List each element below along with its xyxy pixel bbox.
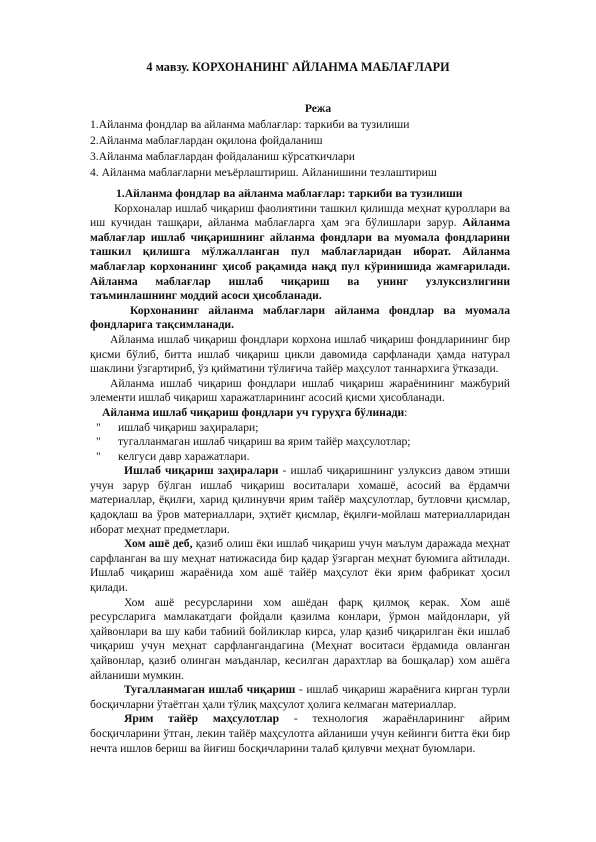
paragraph-text: - технология жараёнларининг айрим босқичларини ўтган, лекин тайёр маҳсулотга айланиши учун кейинги битта ёки бир нечта ишлов бериш ва йиғиш босқичларини талаб қилувчи меҳнат буюмлари. [90, 712, 510, 755]
paragraph-bold-text: Тугалланмаган ишлаб чиқариш [124, 683, 296, 697]
plan-item: 3.Айланма маблағлардан фойдаланиш кўрсаткичлари [90, 150, 355, 163]
list-mark: " [96, 449, 101, 463]
paragraph [90, 712, 510, 756]
document-body [90, 187, 510, 756]
paragraph [90, 202, 510, 304]
list-mark: " [96, 420, 101, 434]
list-item-text: келгуси давр харажатлари. [118, 449, 250, 463]
paragraph [90, 683, 510, 712]
paragraph: Айланма ишлаб чиқариш фондлари корхона ишлаб чиқариш фондларининг бир қисми бўлиб, битта ишлаб чиқариш цикли давомида сарфланади ҳамда натурал шаклини ўзгартириб, ўз қийматини тўлиғича тайёр маҳсулот таннархига ўтказади. [90, 332, 510, 376]
document-title: 4 мавзу. КОРХОНАНИНГ АЙЛАНМА МАБЛАҒЛАРИ [146, 60, 450, 74]
paragraph: Хом ашё ресурсларини хом ашёдан фарқ қилмоқ керак. Хом ашё ресурсларига мамлакатдаги фойдали қазилма конлари, ўрмон майдонлари, уй ҳайвонлари ва шу каби табиий бойликлар кирса, улар қазиб чиқарилган ёки ишлаб чиқариш учун меҳнат сарфлангандагина (Меҳнат воситаси ёрдамида овланган ҳайвонлар, қазиб олинган маъданлар, кесилган дарахтлар ва бошқалар) хом ашёга айланиши мумкин. [90, 595, 510, 682]
section-title: 1.Айланма фондлар ва айланма маблағлар: таркиби ва тузилиши [116, 187, 463, 200]
paragraph-text: : [404, 405, 408, 419]
plan-heading: Режа [304, 102, 332, 115]
paragraph [90, 464, 510, 537]
paragraph-bold-text: Айланма маблағлар ишлаб чиқаришнинг айланма фондлари ва муомала фондларини ташкил қилишга мўлжалланган пул маблағларидан иборат. Айланма маблағлар корхонанинг ҳисоб рақамида нақд пул кўринишида жамғарилади. Айланма маблағлар ишлаб чиқариш ва унинг узлуксизлигини таъминлашнинг моддий асоси ҳисобланади. [90, 216, 510, 303]
list-item [90, 421, 510, 436]
paragraph [90, 406, 510, 421]
list-item-text: тугалланмаган ишлаб чиқариш ва ярим тайёр маҳсулотлар; [118, 435, 411, 449]
list-item [90, 435, 510, 450]
fund-types-list [90, 421, 510, 465]
paragraph-text: - ишлаб чиқаришнинг узлуксиз давом этиши учун зарур бўлган ишлаб чиқариш воситалари хомашё, асосий ва ёрдамчи материаллар, ёқилғи, харид қилинувчи ярим тайёр маҳсулотлар, бутловчи қисмлар, қадоқлаш ва ўров материаллари, эҳтиёт қисмлар, ёқилғи-мойлаш материалларидан иборат меҳнат предметлари. [90, 464, 510, 536]
paragraph [90, 537, 510, 595]
list-mark: " [96, 435, 101, 449]
plan-item: 2.Айланма маблағлардан оқилона фойдаланиш [90, 134, 323, 147]
plan-item: 1.Айланма фондлар ва айланма маблағлар: таркиби ва тузилиши [90, 118, 410, 131]
plan-list [90, 117, 550, 181]
paragraph: Айланма ишлаб чиқариш фондлари ишлаб чиқариш жараёнининг мажбурий элементи ишлаб чиқариш харажатларининг асосий қисми ҳисобланади. [90, 376, 510, 405]
plan-item: 4. Айланма маблағларни меъёрлаштириш. Айланишини тезлаштириш [90, 166, 437, 179]
list-item [90, 450, 510, 465]
paragraph-bold: Корхонанинг айланма маблағлари айланма фондлар ва муомала фондларига тақсимланади. [90, 303, 510, 332]
paragraph-bold-text: Айланма ишлаб чиқариш фондлари уч гуруҳга бўлинади [102, 405, 405, 419]
paragraph-text: қазиб олиш ёки ишлаб чиқариш учун маълум даражада меҳнат сарфланган ва шу меҳнат натижасида бир қадар ўзгарган меҳнат буюмига айтилади. Ишлаб чиқариш жараёнида хом ашё тайёр маҳсулот ёки ярим фабрикат ҳосил қилади. [90, 537, 510, 595]
paragraph-text: Корхоналар ишлаб чиқариш фаолиятини ташкил қилишда меҳнат қуроллари ва иш кучидан ташқари, айланма маблағларга ҳам эга бўлишлари зарур. [90, 201, 510, 230]
paragraph-bold-text: Ишлаб чиқариш заҳиралари [124, 464, 279, 478]
list-item-text: ишлаб чиқариш заҳиралари; [118, 420, 259, 434]
paragraph-bold-text: Ярим тайёр маҳсулотлар [124, 712, 280, 726]
paragraph-text: - ишлаб чиқариш жараёнига кирган турли босқичларни ўтаётган ҳали тўлиқ маҳсулот ҳолига келмаган материаллар. [90, 683, 510, 711]
paragraph-bold-text: Хом ашё деб, [124, 537, 193, 551]
